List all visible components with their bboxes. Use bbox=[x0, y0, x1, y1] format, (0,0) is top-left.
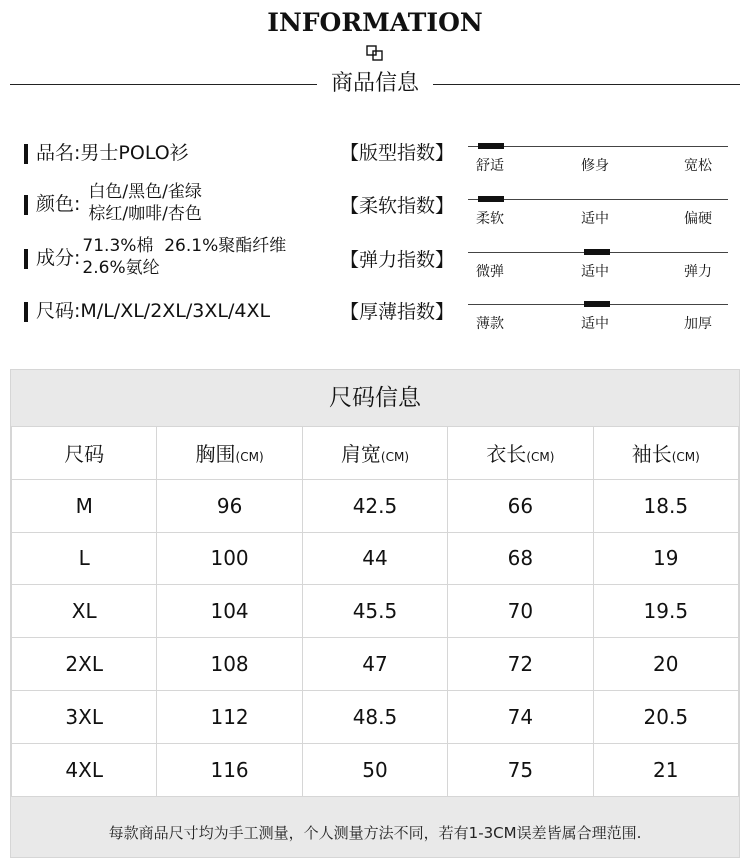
index-track bbox=[468, 146, 728, 147]
header-text: 肩宽 bbox=[340, 442, 381, 467]
unit-label: (CM) bbox=[380, 450, 410, 465]
index-label-softness: 【柔软指数】 bbox=[340, 195, 455, 217]
table-cell: 44 bbox=[302, 532, 447, 585]
table-row bbox=[12, 690, 739, 743]
spec-bullet bbox=[24, 249, 28, 269]
table-cell: 75 bbox=[448, 743, 593, 796]
index-marker bbox=[478, 196, 504, 202]
table-cell: 112 bbox=[157, 690, 302, 743]
table-cell: 104 bbox=[157, 585, 302, 638]
table-cell: XL bbox=[12, 585, 157, 638]
table-cell: M bbox=[12, 479, 157, 532]
header-shoulder bbox=[302, 427, 447, 480]
size-info-title: 尺码信息 bbox=[329, 385, 421, 411]
table-row bbox=[12, 532, 739, 585]
table-cell: 20.5 bbox=[593, 690, 738, 743]
table-cell: 18.5 bbox=[593, 479, 738, 532]
index-option: 弹力 bbox=[684, 264, 712, 280]
table-cell: 66 bbox=[448, 479, 593, 532]
spec-label: 品名: bbox=[36, 142, 81, 164]
index-option: 适中 bbox=[581, 264, 609, 280]
spec-value-block bbox=[88, 181, 201, 225]
index-option: 宽松 bbox=[684, 158, 712, 174]
table-cell: 4XL bbox=[12, 743, 157, 796]
table-cell: L bbox=[12, 532, 157, 585]
section-title: 商品信息 bbox=[330, 71, 419, 96]
spec-value: 男士POLO衫 bbox=[80, 142, 189, 164]
index-option: 修身 bbox=[581, 158, 609, 174]
spec-value-block bbox=[82, 235, 286, 279]
index-scale-fit bbox=[468, 143, 728, 183]
index-option: 微弹 bbox=[476, 264, 504, 280]
index-label-fit: 【版型指数】 bbox=[340, 142, 455, 164]
table-cell: 96 bbox=[157, 479, 302, 532]
spec-size bbox=[24, 298, 270, 324]
spec-value-line: 2.6%氨纶 bbox=[82, 258, 160, 278]
table-header-row bbox=[12, 427, 739, 480]
spec-name bbox=[24, 140, 189, 166]
spec-color bbox=[24, 181, 202, 225]
table-cell: 100 bbox=[157, 532, 302, 585]
index-label-thickness: 【厚薄指数】 bbox=[340, 301, 455, 323]
table-cell: 70 bbox=[448, 585, 593, 638]
table-row bbox=[12, 479, 739, 532]
spec-bullet bbox=[24, 302, 28, 322]
spec-value-line: 棕红/咖啡/杏色 bbox=[88, 204, 202, 224]
unit-label: (CM) bbox=[526, 450, 555, 465]
spec-material bbox=[24, 235, 286, 279]
index-option: 薄款 bbox=[476, 316, 504, 332]
index-option: 舒适 bbox=[476, 158, 504, 174]
table-cell: 42.5 bbox=[302, 479, 447, 532]
index-marker bbox=[584, 249, 610, 255]
header-text: 胸围 bbox=[195, 442, 236, 467]
table-cell: 21 bbox=[593, 743, 738, 796]
header-sleeve bbox=[593, 427, 738, 480]
table-cell: 108 bbox=[157, 638, 302, 691]
table-row bbox=[12, 743, 739, 796]
index-scale-thickness bbox=[468, 301, 728, 341]
spec-label: 尺码: bbox=[36, 300, 81, 322]
header-size bbox=[12, 427, 157, 480]
spec-label: 成分: bbox=[36, 247, 81, 269]
spec-value-line: 71.3%棉 26.1%聚酯纤维 bbox=[82, 236, 287, 256]
header-text: 尺码 bbox=[64, 442, 105, 467]
unit-label: (CM) bbox=[235, 450, 264, 465]
index-option: 适中 bbox=[581, 316, 609, 332]
size-info-panel bbox=[10, 369, 740, 858]
table-cell: 68 bbox=[448, 532, 593, 585]
index-scale-elasticity bbox=[468, 249, 728, 289]
index-track bbox=[468, 199, 728, 200]
index-option: 偏硬 bbox=[684, 211, 712, 227]
table-row bbox=[12, 638, 739, 691]
index-label-elasticity: 【弹力指数】 bbox=[340, 249, 455, 271]
table-cell: 19 bbox=[593, 532, 738, 585]
table-row bbox=[12, 585, 739, 638]
table-cell: 47 bbox=[302, 638, 447, 691]
spec-bullet bbox=[24, 144, 28, 164]
index-marker bbox=[478, 143, 504, 149]
info-title: INFORMATION bbox=[267, 8, 483, 37]
table-cell: 72 bbox=[448, 638, 593, 691]
spec-value-line: 白色/黑色/雀绿 bbox=[88, 182, 202, 202]
table-cell: 50 bbox=[302, 743, 447, 796]
size-note: 每款商品尺寸均为手工测量，个人测量方法不同，若有1-3CM误差皆属合理范围. bbox=[108, 824, 642, 842]
index-option: 适中 bbox=[581, 211, 609, 227]
size-table bbox=[11, 426, 739, 797]
header-length bbox=[448, 427, 593, 480]
unit-label: (CM) bbox=[671, 450, 700, 465]
table-cell: 20 bbox=[593, 638, 738, 691]
table-cell: 3XL bbox=[12, 690, 157, 743]
index-marker bbox=[584, 301, 610, 307]
spec-value: M/L/XL/2XL/3XL/4XL bbox=[80, 300, 271, 322]
index-scale-softness bbox=[468, 196, 728, 236]
index-option: 加厚 bbox=[684, 316, 712, 332]
table-cell: 19.5 bbox=[593, 585, 738, 638]
index-option: 柔软 bbox=[476, 211, 504, 227]
table-cell: 116 bbox=[157, 743, 302, 796]
header-text: 袖长 bbox=[631, 442, 672, 467]
header-chest bbox=[157, 427, 302, 480]
table-cell: 48.5 bbox=[302, 690, 447, 743]
overlap-squares-icon bbox=[366, 45, 384, 61]
spec-label: 颜色: bbox=[36, 193, 81, 215]
header-text: 衣长 bbox=[486, 442, 527, 467]
table-cell: 74 bbox=[448, 690, 593, 743]
table-cell: 45.5 bbox=[302, 585, 447, 638]
spec-bullet bbox=[24, 195, 28, 215]
table-cell: 2XL bbox=[12, 638, 157, 691]
